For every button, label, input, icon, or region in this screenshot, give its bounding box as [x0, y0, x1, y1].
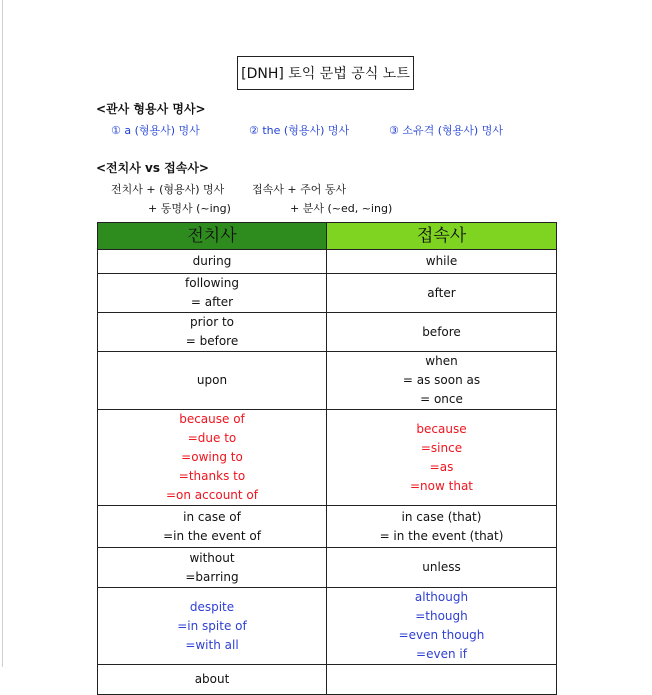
conj-cell-line: because	[416, 421, 467, 436]
prep-cell-line: in case of	[183, 509, 241, 524]
conj-cell-line: = as soon as	[402, 373, 481, 387]
prep-cell-line: = before	[185, 334, 239, 348]
conj-cell	[327, 665, 557, 695]
section1-item-3: ③ 소유격 (형용사) 명사	[389, 124, 503, 137]
prep-cell-line: =on account of	[165, 488, 258, 502]
conj-cell	[327, 548, 557, 588]
section1-item-1: ① a (형용사) 명사	[111, 124, 200, 137]
table-row	[98, 250, 557, 274]
conj-cell-line: =even if	[416, 647, 467, 661]
table-row	[98, 506, 557, 548]
conj-cell-line: although	[414, 590, 469, 604]
conj-cell	[327, 352, 557, 410]
conj-cell-line: = in the event (that)	[379, 528, 504, 543]
header-prep: 전치사	[98, 223, 327, 250]
prep-cell-line: = after	[190, 295, 234, 309]
prep-cell	[98, 588, 327, 665]
conj-cell-line: unless	[422, 560, 461, 574]
prep-cell-line: =thanks to	[178, 469, 246, 483]
conj-cell	[327, 588, 557, 665]
prep-cell	[98, 352, 327, 410]
conj-cell	[327, 313, 557, 352]
prep-cell-line: =owing to	[181, 450, 243, 464]
prep-cell-line: =due to	[187, 431, 237, 445]
prep-cell-line: despite	[189, 599, 235, 614]
conj-cell-line: while	[425, 254, 458, 268]
prep-cell	[98, 274, 327, 313]
page-title: [DNH] 토익 문법 공식 노트	[237, 56, 414, 90]
conj-cell-line: before	[422, 324, 461, 339]
table-row	[98, 410, 557, 506]
table-row	[98, 313, 557, 352]
conj-cell	[327, 410, 557, 506]
conj-cell-line: when	[425, 354, 458, 368]
conj-cell-line: =even though	[398, 628, 485, 642]
prep-conj-table	[97, 222, 557, 695]
conj-rule-line2: + 분사 (~ed, ~ing)	[290, 202, 393, 215]
table-row	[98, 352, 557, 410]
conj-cell	[327, 506, 557, 548]
section2-heading: <전치사 vs 접속사>	[96, 161, 209, 175]
table-row	[98, 588, 557, 665]
prep-cell-line: without	[189, 550, 235, 565]
prep-cell-line: upon	[196, 373, 228, 387]
section1-heading: <관사 형용사 명사>	[96, 102, 206, 116]
table-row	[98, 548, 557, 588]
prep-cell	[98, 250, 327, 274]
conj-cell-line: = once	[420, 392, 463, 406]
prep-cell-line: following	[185, 276, 239, 290]
prep-cell-line: =with all	[185, 637, 239, 652]
header-conj: 접속사	[327, 223, 557, 250]
prep-cell	[98, 665, 327, 695]
conj-rule-line1: 접속사 + 주어 동사	[252, 183, 347, 196]
prep-cell	[98, 410, 327, 506]
table-header-row	[98, 223, 557, 250]
prep-cell-line: =barring	[185, 569, 239, 584]
prep-rule-line2: + 동명사 (~ing)	[148, 202, 231, 215]
prep-cell-line: =in spite of	[177, 618, 247, 633]
conj-cell-line: after	[427, 285, 456, 300]
prep-cell	[98, 506, 327, 548]
prep-cell-line: because of	[179, 412, 245, 426]
page-edge	[2, 0, 3, 667]
conj-cell-line: =since	[420, 440, 463, 455]
conj-cell-line: =as	[429, 459, 454, 474]
conj-cell	[327, 250, 557, 274]
conj-cell-line: in case (that)	[401, 509, 482, 524]
prep-cell-line: =in the event of	[163, 528, 261, 543]
table-row	[98, 274, 557, 313]
prep-cell	[98, 313, 327, 352]
conj-cell-line: =now that	[410, 478, 473, 493]
table-row	[98, 665, 557, 695]
prep-cell-line: about	[194, 672, 230, 686]
section1-item-2: ② the (형용사) 명사	[249, 124, 350, 137]
prep-cell	[98, 548, 327, 588]
prep-cell-line: during	[192, 254, 232, 268]
prep-cell-line: prior to	[189, 315, 235, 329]
prep-rule-line1: 전치사 + (형용사) 명사	[111, 183, 225, 196]
conj-cell-line: =though	[415, 609, 468, 623]
conj-cell	[327, 274, 557, 313]
